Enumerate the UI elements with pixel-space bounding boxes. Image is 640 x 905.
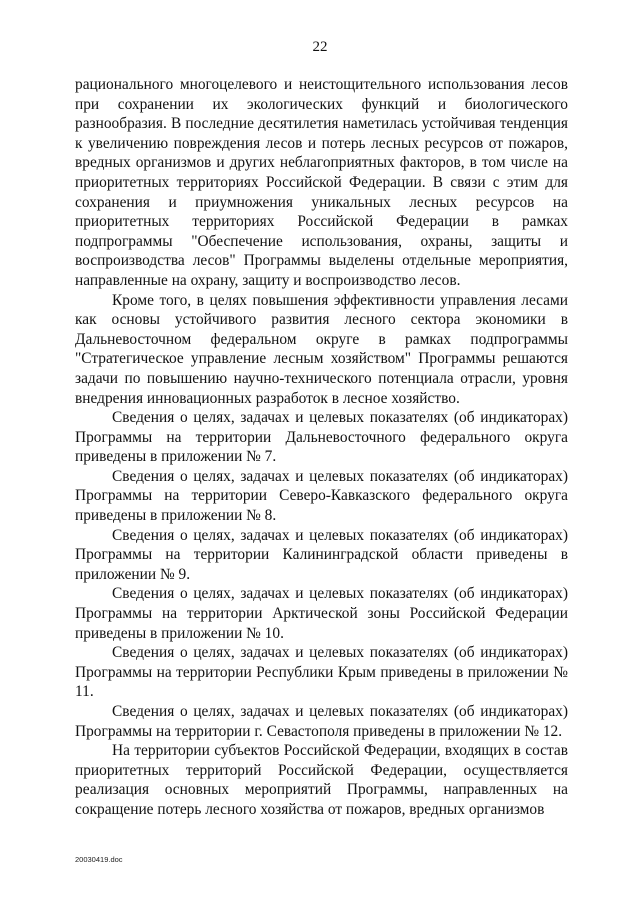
paragraph-appendix-9: Сведения о целях, задачах и целевых показателях (об индикаторах) Программы на территории Калининградской области приведены в приложении № 9.: [75, 526, 568, 583]
paragraph-far-east-management: Кроме того, в целях повышения эффективности управления лесами как основы устойчивого развития лесного сектора экономики в Дальневосточном федеральном округе в рамках подпрограммы "Стратегическое управление лесным хозяйством" Программы решаются задачи по повышению научно-технического потенциала отрасли, уровня внедрения инновационных разработок в лесное хозяйство.: [75, 291, 568, 407]
paragraph-appendix-8: Сведения о целях, задачах и целевых показателях (об индикаторах) Программы на территории Северо-Кавказского федерального округа приведены в приложении № 8.: [75, 467, 568, 525]
paragraph-continuation: рационального многоцелевого и неистощительного использования лесов при сохранении их экологических функций и биологического разнообразия. В последние десятилетия наметилась устойчивая тенденция к увеличению повреждения лесов и потерь лесных ресурсов от пожаров, вредных организмов и других неблагоприятных факторов, в том числе на приоритетных территориях Российской Федерации. В связи с этим для сохранения и приумножения уникальных лесных ресурсов на приоритетных территориях Российской Федерации в рамках подпрограммы "Обеспечение использования, охраны, защиты и воспроизводства лесов" Программы выделены отдельные мероприятия, направленные на охрану, защиту и воспроизводство лесов.: [75, 76, 568, 289]
document-body: [75, 75, 568, 820]
document-file-code: 20030419.doc: [75, 855, 123, 864]
paragraph-priority-territories: На территории субъектов Российской Федерации, входящих в состав приоритетных территорий Российской Федерации, осуществляется реализация основных мероприятий Программы, направленных на сокращение потерь лесного хозяйства от пожаров, вредных организмов: [75, 742, 568, 818]
paragraph-appendix-10: Сведения о целях, задачах и целевых показателях (об индикаторах) Программы на территории Арктической зоны Российской Федерации приведены в приложении № 10.: [75, 585, 568, 642]
page-number: 22: [312, 39, 328, 55]
paragraph-appendix-12: Сведения о целях, задачах и целевых показателях (об индикаторах) Программы на территории г. Севастополя приведены в приложении № 12.: [75, 703, 568, 740]
paragraph-appendix-7: Сведения о целях, задачах и целевых показателях (об индикаторах) Программы на территории Дальневосточного федерального округа приведены в приложении № 7.: [75, 409, 568, 466]
paragraph-appendix-11: Сведения о целях, задачах и целевых показателях (об индикаторах) Программы на территории Республики Крым приведены в приложении № 11.: [75, 644, 568, 701]
